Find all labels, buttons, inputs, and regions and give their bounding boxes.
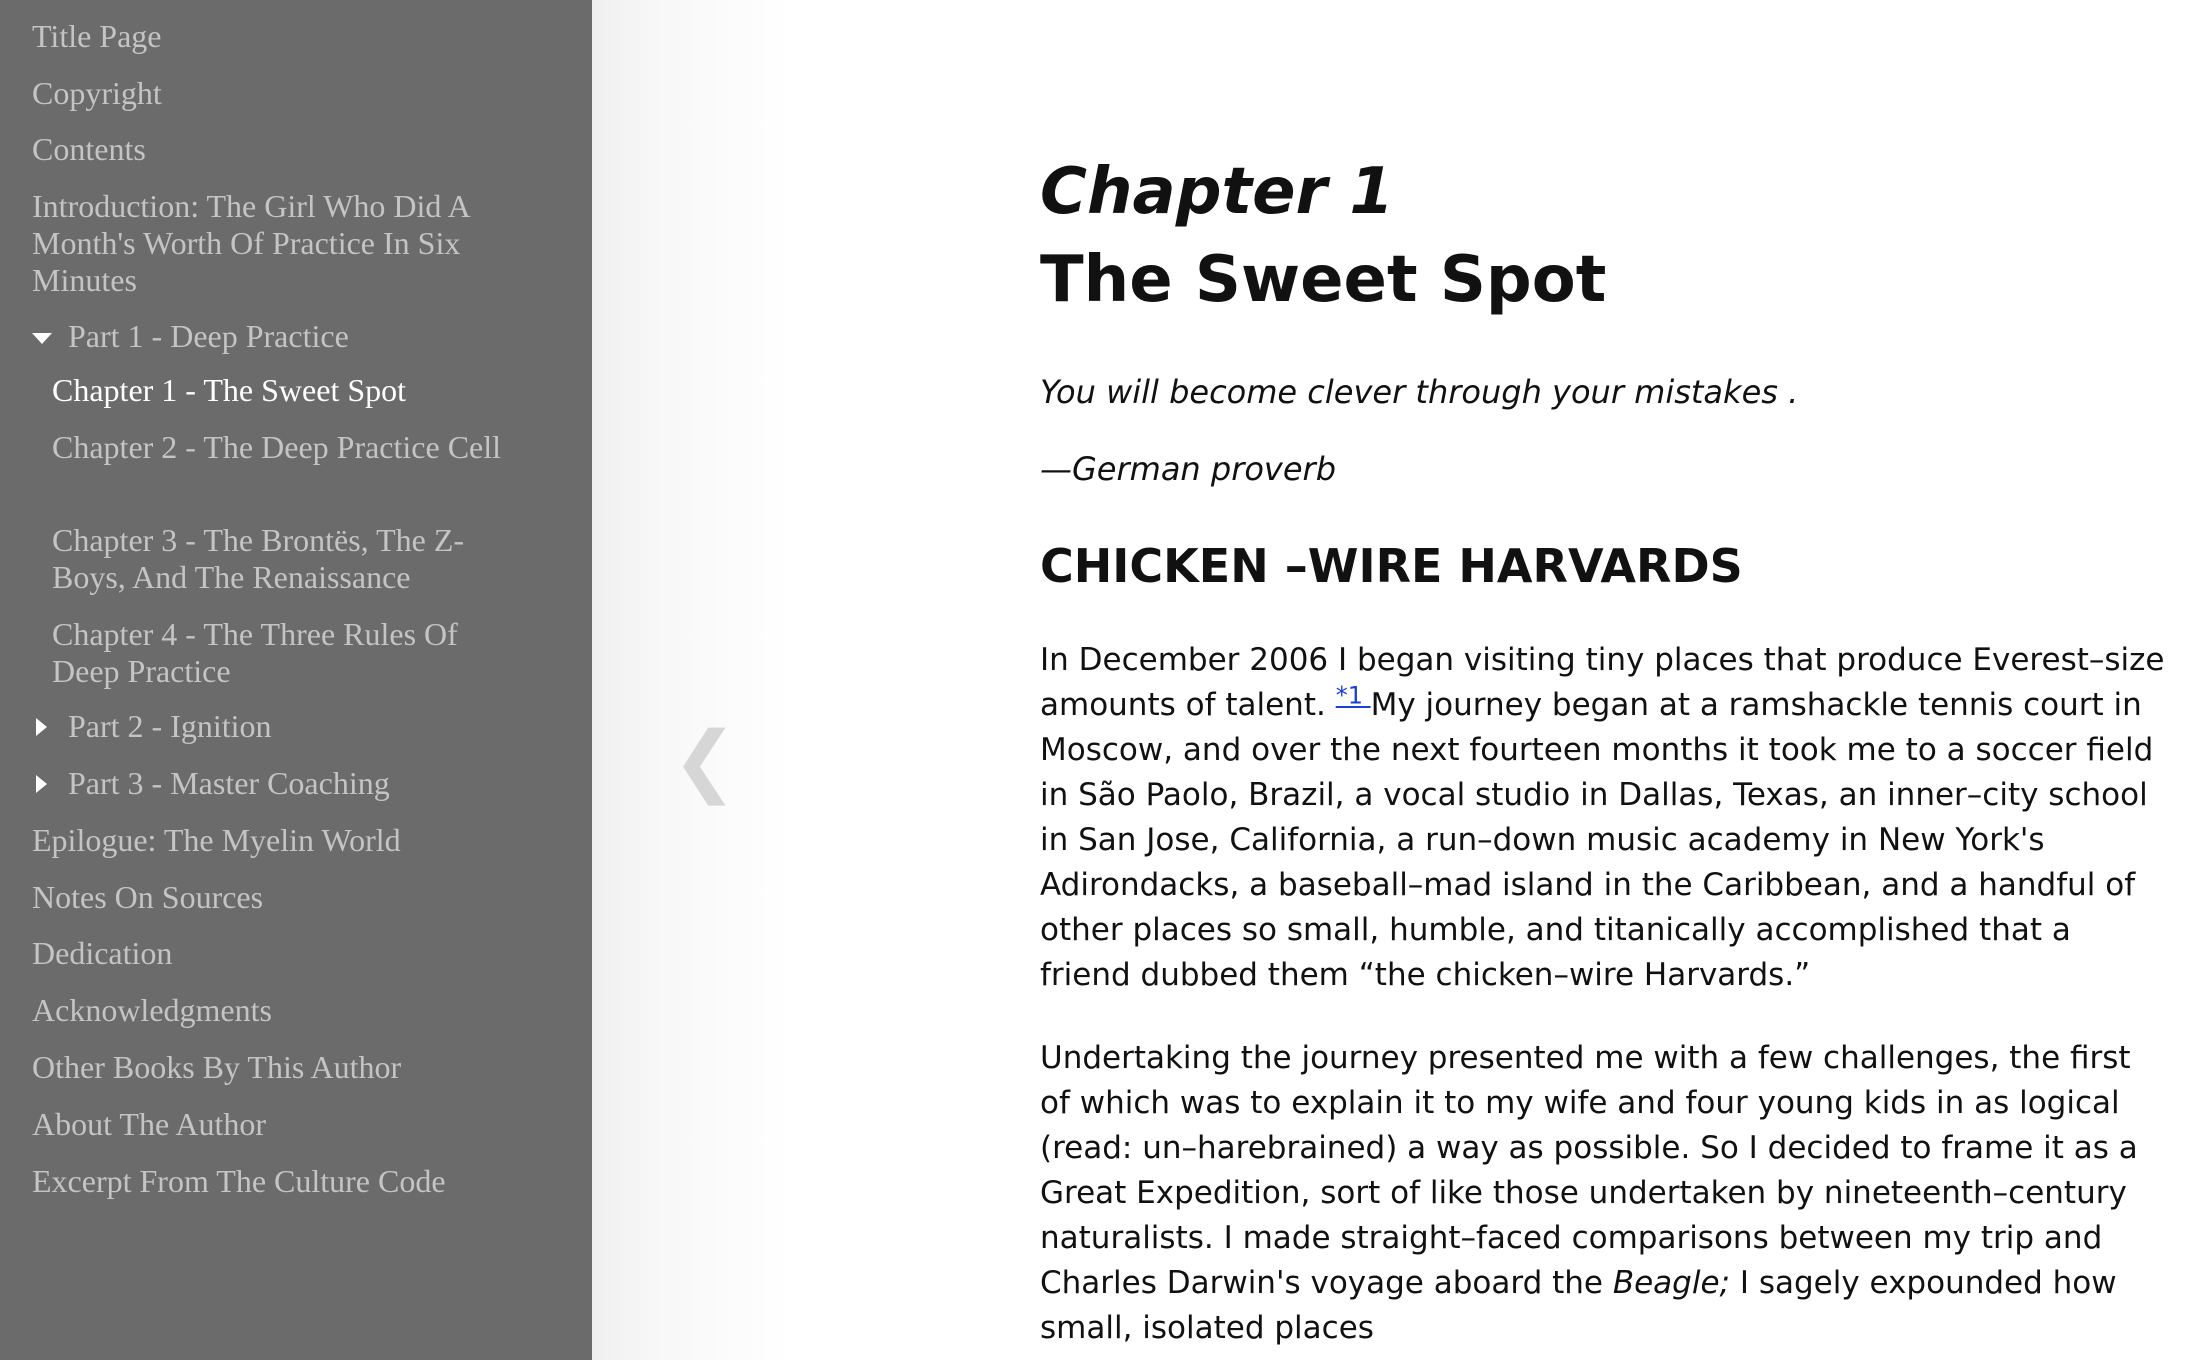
toc-item-copyright[interactable]: Copyright (32, 75, 162, 111)
toc-item-chapter-1[interactable]: Chapter 1 - The Sweet Spot (52, 372, 407, 408)
epigraph: You will become clever through your mistakes . (1040, 373, 1799, 411)
toc-item-notes-on-sources[interactable]: Notes On Sources (32, 879, 264, 915)
section-heading: CHICKEN –WIRE HARVARDS (1040, 539, 1743, 593)
toc-item-chapter-2[interactable]: Chapter 2 - The Deep Practice Cell (52, 429, 502, 465)
toc-item-about-author[interactable]: About The Author (32, 1106, 267, 1142)
expand-arrow-icon[interactable] (36, 718, 47, 736)
paragraph-text: In December 2006 I began visiting tiny places that produce Everest–size amounts of talent. (1040, 642, 2165, 723)
collapse-arrow-icon[interactable] (32, 333, 52, 344)
toc-item-contents[interactable]: Contents (32, 131, 146, 167)
toc-item-part-3[interactable]: Part 3 - Master Coaching (68, 765, 390, 801)
toc-item-epilogue[interactable]: Epilogue: The Myelin World (32, 822, 401, 858)
toc-item-acknowledgments[interactable]: Acknowledgments (32, 992, 272, 1028)
toc-item-dedication[interactable]: Dedication (32, 935, 173, 971)
table-of-contents (0, 0, 592, 1360)
paragraph (1040, 1036, 2170, 1351)
toc-item-excerpt[interactable]: Excerpt From The Culture Code (32, 1163, 446, 1199)
paragraph-text: My journey began at a ramshackle tennis court in Moscow, and over the next fourteen months it took me to a soccer field in São Paolo, Brazil, a vocal studio in Dallas, Texas, an inner–city school in San Jose, California, a run–down music academy in New York's Adirondacks, a baseball–mad island in the Caribbean, and a handful of other places so small, humble, and titanically accomplished that a friend dubbed them “the chicken–wire Harvards.” (1040, 687, 2154, 993)
epigraph-attribution: —German proverb (1040, 450, 1337, 488)
footnote-link[interactable]: *1 (1335, 681, 1371, 710)
toc-item-part-2[interactable]: Part 2 - Ignition (68, 708, 272, 744)
toc-item-introduction[interactable]: Introduction: The Girl Who Did A Month's Worth Of Practice In Six Minutes (32, 188, 469, 298)
toc-item-chapter-3[interactable]: Chapter 3 - The Brontës, The Z-Boys, And The Renaissance (52, 522, 465, 595)
reading-pane (592, 0, 2210, 1360)
paragraph-text: Undertaking the journey presented me with a few challenges, the first of which was to explain it to my wife and four young kids in as logical (read: un–harebrained) a way as possible. So I decided to frame it as a Great Expedition, sort of like those undertaken by nineteenth–century naturalists. I made straight–faced comparisons between my trip and Charles Darwin's voyage aboard the (1040, 1040, 2138, 1301)
toc-item-chapter-4[interactable]: Chapter 4 - The Three Rules Of Deep Practice (52, 616, 458, 689)
chapter-title: The Sweet Spot (1040, 243, 1607, 317)
ship-name: Beagle; (1612, 1265, 1730, 1301)
paragraph-text: I sagely expounded how small, isolated places (1040, 1265, 2117, 1346)
toc-item-other-books[interactable]: Other Books By This Author (32, 1049, 402, 1085)
toc-item-title-page[interactable]: Title Page (32, 18, 162, 54)
chapter-number: Chapter 1 (1040, 155, 1394, 229)
previous-page-icon[interactable]: ❮ (672, 716, 738, 806)
toc-item-part-1[interactable]: Part 1 - Deep Practice (68, 318, 349, 354)
paragraph (1040, 638, 2170, 998)
expand-arrow-icon[interactable] (36, 775, 47, 793)
